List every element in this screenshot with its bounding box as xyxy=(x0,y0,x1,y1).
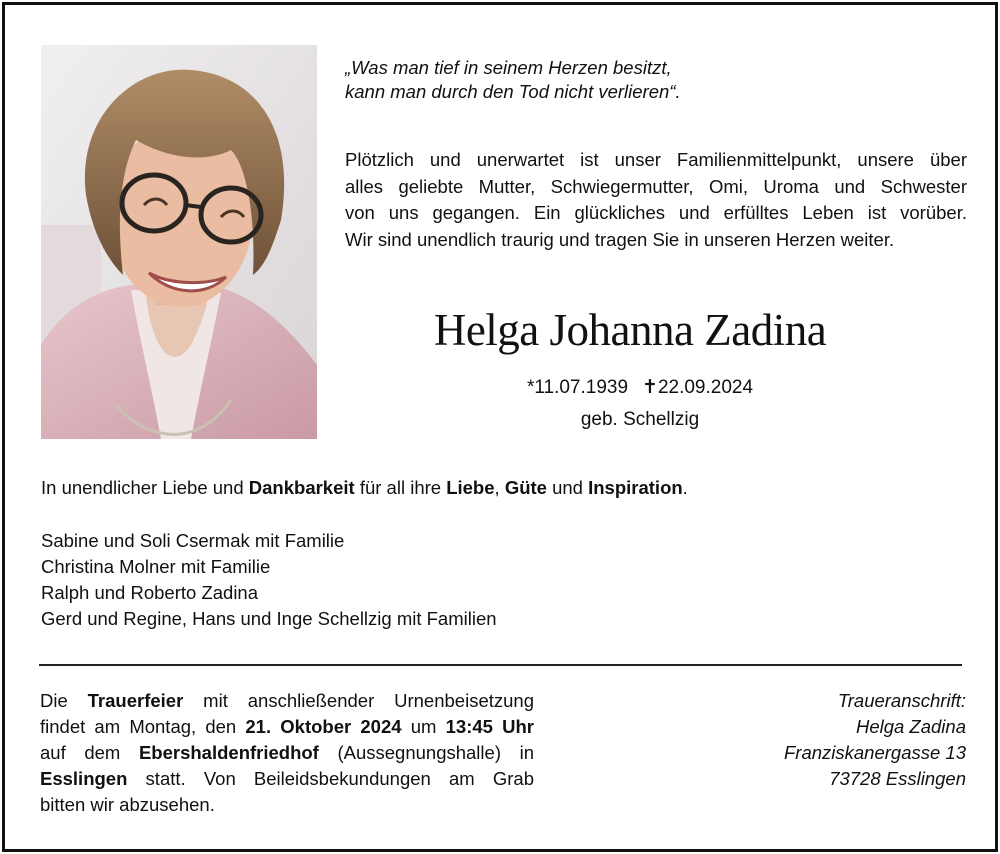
thanks-bold: Liebe xyxy=(446,477,495,498)
thanks-text: für all ihre xyxy=(354,477,447,498)
life-dates xyxy=(390,374,890,402)
family-member: Christina Molner mit Familie xyxy=(41,556,271,577)
address-name: Helga Zadina xyxy=(855,716,966,737)
thanks-line xyxy=(41,475,941,501)
family-member: Sabine und Soli Csermak mit Familie xyxy=(41,530,345,551)
quote-line: „Was man tief in seinem Herzen besitzt, xyxy=(345,57,672,78)
intro-line: Plötzlich und unerwartet ist unser Familienmittelpunkt, unsere über xyxy=(345,149,967,170)
service-info xyxy=(40,688,534,818)
service-line: auf dem Ebershaldenfriedhof (Aussegnungshalle) in xyxy=(40,742,534,763)
service-line: Die Trauerfeier mit anschließender Urnenbeisetzung xyxy=(40,690,534,711)
portrait-image-icon xyxy=(41,45,317,439)
family-member: Ralph und Roberto Zadina xyxy=(41,582,259,603)
intro-line: Wir sind unendlich traurig und tragen Sie in unseren Herzen weiter. xyxy=(345,228,895,250)
thanks-text: In unendlicher Liebe und xyxy=(41,477,249,498)
thanks-bold: Inspiration xyxy=(588,477,683,498)
thanks-text: , xyxy=(494,477,505,498)
mourning-address xyxy=(640,688,966,792)
service-line: Esslingen statt. Von Beileidsbekundungen am Grab xyxy=(40,768,534,789)
thanks-text: und xyxy=(546,477,589,498)
thanks-text: . xyxy=(682,477,688,498)
service-line: bitten wir abzusehen. xyxy=(40,794,215,815)
address-heading: Traueranschrift: xyxy=(837,690,966,711)
intro-line: von uns gegangen. Ein glückliches und erfülltes Leben ist vorüber. xyxy=(345,202,967,223)
family-member: Gerd und Regine, Hans und Inge Schellzig mit Familien xyxy=(41,608,497,629)
intro-text xyxy=(345,147,967,253)
memorial-quote xyxy=(345,56,905,104)
thanks-bold: Dankbarkeit xyxy=(248,477,355,498)
intro-line: alles geliebte Mutter, Schwiegermutter, Omi, Uroma und Schwester xyxy=(345,175,967,197)
death-date: 22.09.2024 xyxy=(657,377,754,398)
cross-icon: ✝ xyxy=(642,377,658,398)
family-list xyxy=(41,528,741,632)
portrait-photo xyxy=(41,45,317,439)
address-city: 73728 Esslingen xyxy=(829,768,966,789)
quote-line: kann man durch den Tod nicht verlieren“. xyxy=(345,81,681,102)
address-street: Franziskanergasse 13 xyxy=(783,742,966,763)
thanks-bold: Güte xyxy=(504,477,547,498)
birth-date: *11.07.1939 xyxy=(526,377,629,398)
deceased-name: Helga Johanna Zadina xyxy=(433,305,827,355)
service-line: findet am Montag, den 21. Oktober 2024 um 13:45 Uhr xyxy=(40,716,534,737)
birth-name: geb. Schellzig xyxy=(580,409,700,430)
divider xyxy=(39,664,962,666)
